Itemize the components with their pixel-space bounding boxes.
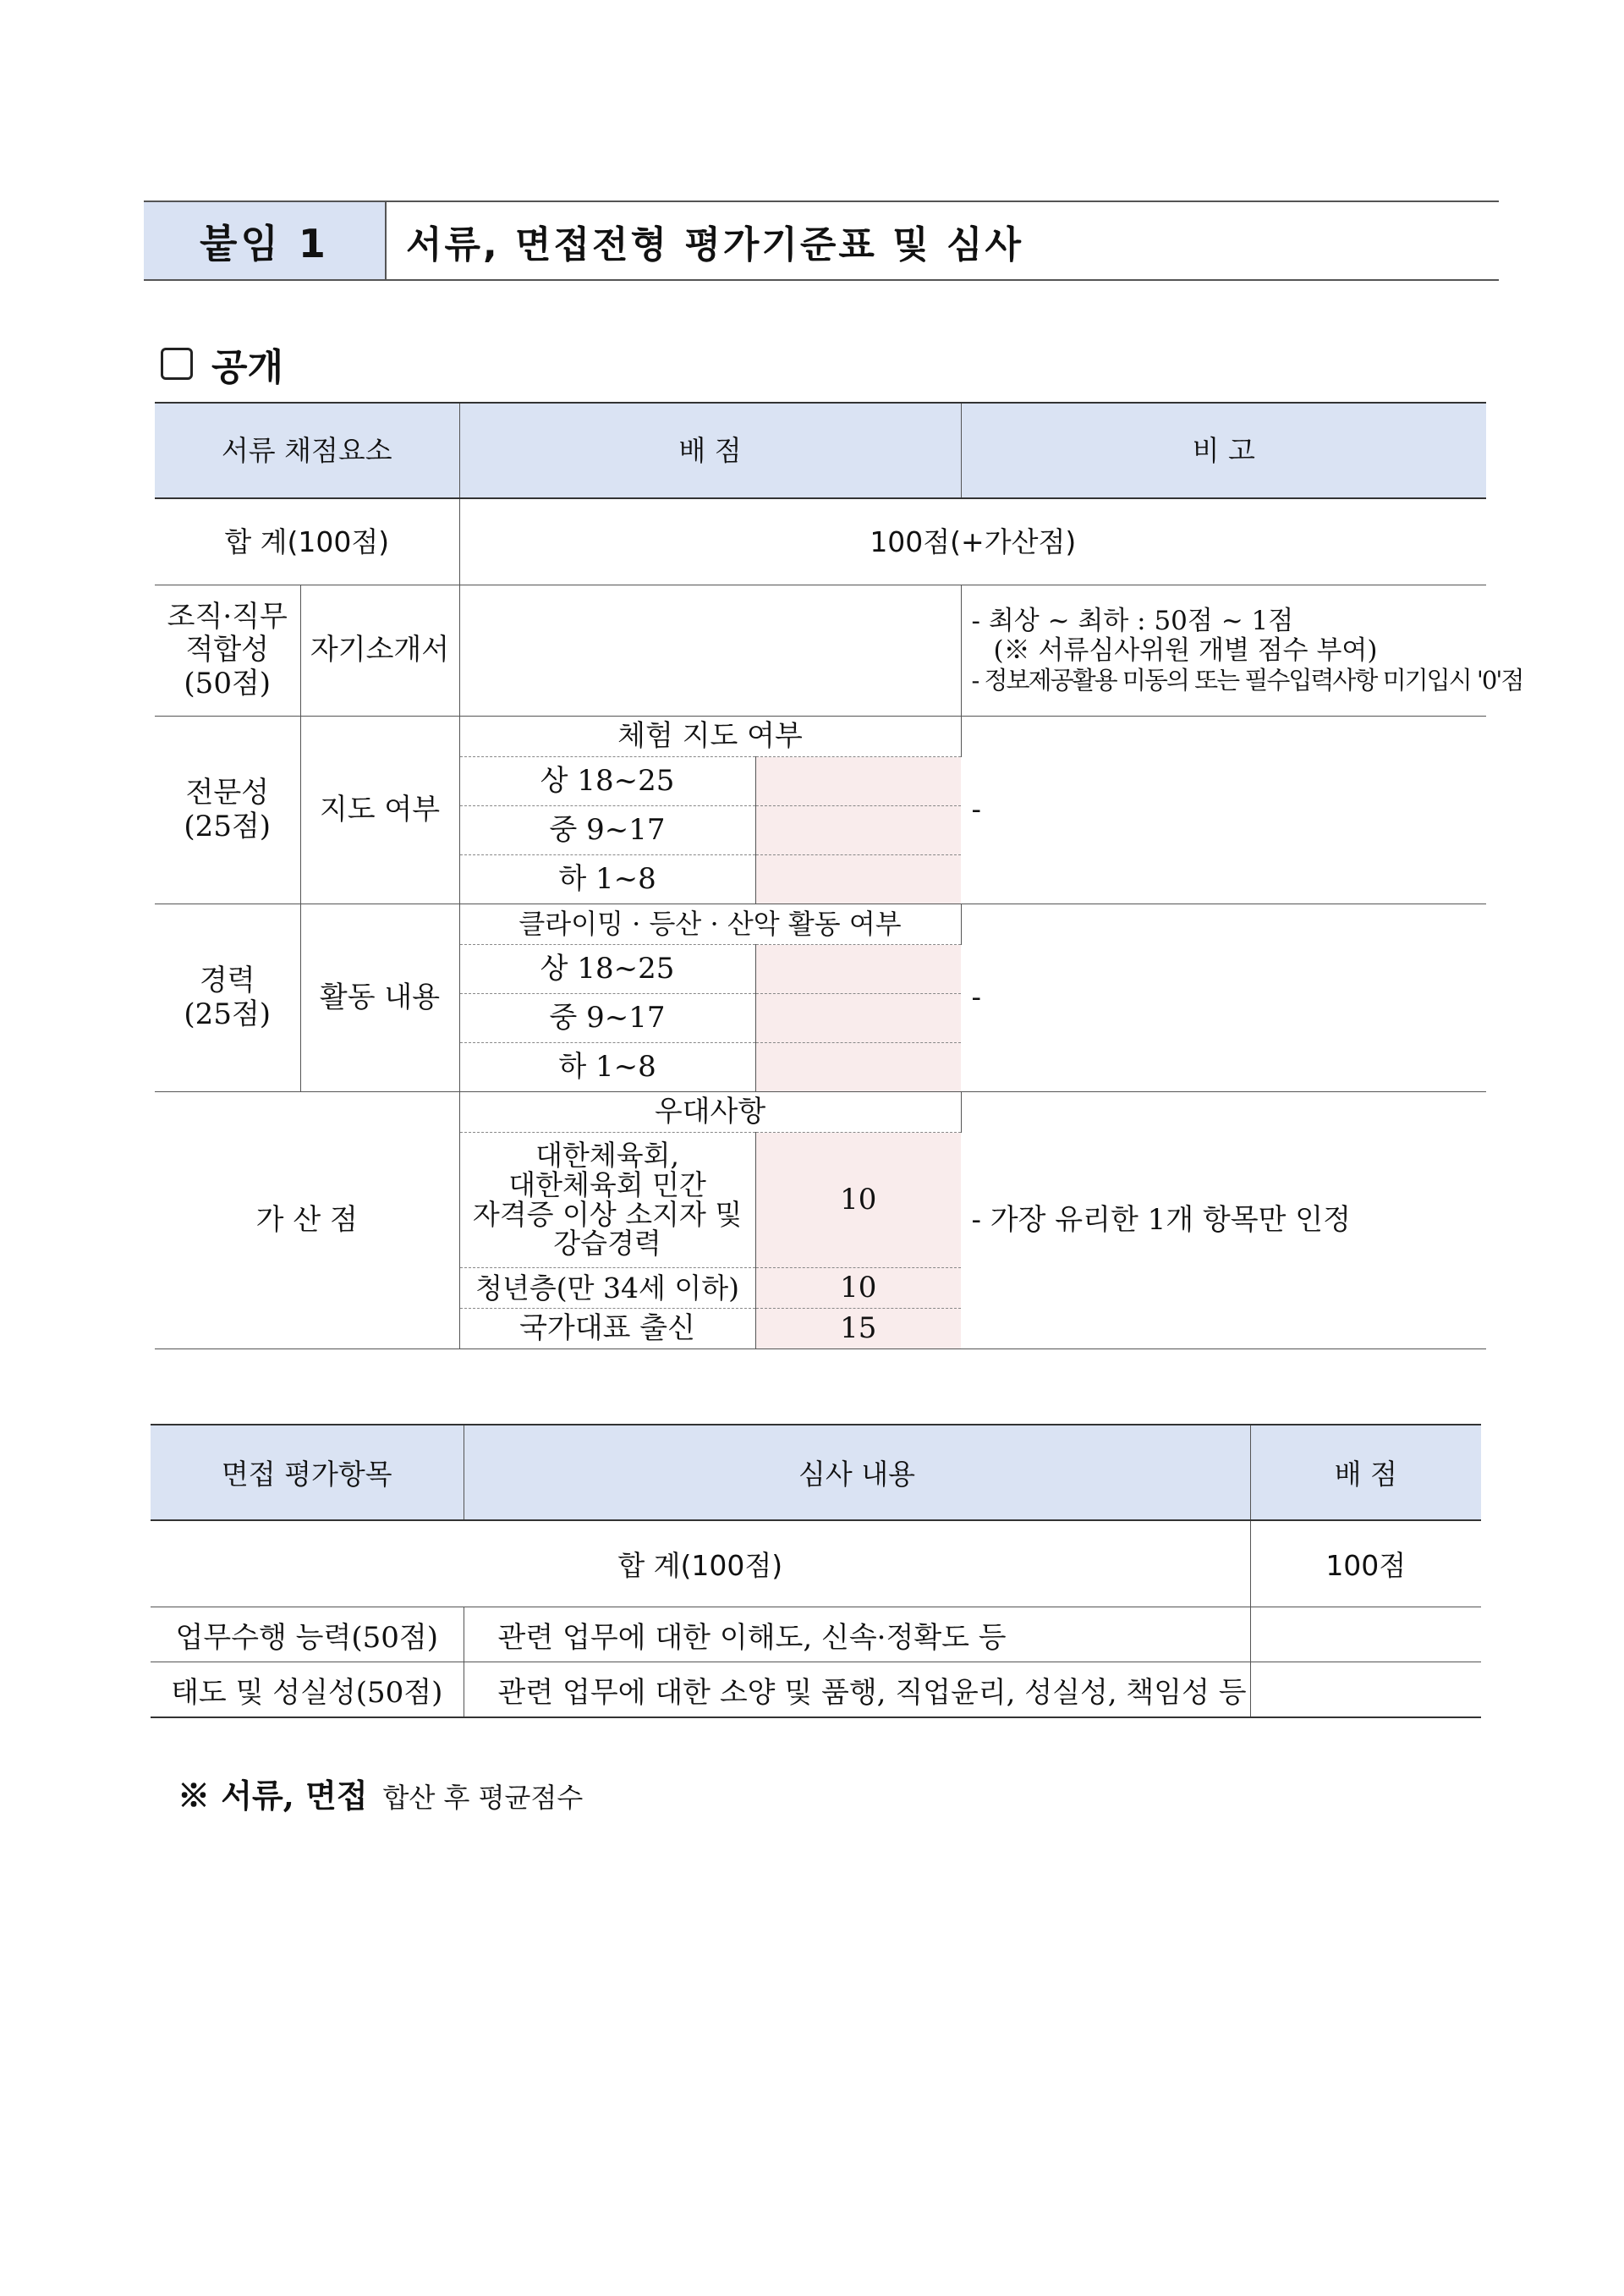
level-cell: 하 1~8: [459, 855, 755, 904]
attachment-label: 붙임 1: [144, 202, 385, 279]
score-cell: [459, 585, 961, 717]
total-label: 합 계(100점): [155, 498, 459, 585]
item-cell: 지도 여부: [300, 717, 459, 904]
level-cell: 하 1~8: [459, 1043, 755, 1092]
level-cell: 상 18~25: [459, 945, 755, 994]
item-cell: 자기소개서: [300, 585, 459, 717]
level-score-cell: [755, 994, 961, 1043]
note-cell: -: [961, 904, 1486, 1092]
bonus-score-cell: 15: [755, 1309, 961, 1349]
total-value: 100점(+가산점): [459, 498, 1486, 585]
item-cell: 업무수행 능력(50점): [151, 1607, 464, 1662]
header-cell: 비 고: [961, 403, 1486, 498]
total-row: [155, 498, 1486, 585]
subheader-cell: 우대사항: [459, 1092, 961, 1133]
table-row: [155, 585, 1486, 717]
bonus-score-cell: 10: [755, 1133, 961, 1268]
footnote-text: 합산 후 평균점수: [382, 1782, 584, 1814]
table-header-row: [151, 1425, 1481, 1520]
level-score-cell: [755, 855, 961, 904]
level-score-cell: [755, 806, 961, 855]
header-cell: 심사 내용: [464, 1425, 1250, 1520]
total-value: 100점: [1250, 1520, 1481, 1607]
table-row: [155, 904, 1486, 945]
score-cell: [1250, 1607, 1481, 1662]
item-cell: 태도 및 성실성(50점): [151, 1662, 464, 1718]
header-cell: 서류 채점요소: [155, 403, 459, 498]
document-criteria-table: [155, 402, 1523, 1349]
footnote-bold: ※ 서류, 면접: [178, 1777, 368, 1815]
level-cell: 중 9~17: [459, 806, 755, 855]
header-cell: 배 점: [459, 403, 961, 498]
category-cell: 전문성 (25점): [155, 717, 300, 904]
section-title: 공개: [211, 346, 284, 389]
total-label: 합 계(100점): [151, 1520, 1250, 1607]
category-cell: 경력 (25점): [155, 904, 300, 1092]
table-header-row: [155, 403, 1486, 498]
header-cell: 배 점: [1250, 1425, 1481, 1520]
note-line: - 정보제공활용 미동의 또는 필수입력사항 미기입시 '0'점: [971, 665, 1523, 695]
subheader-cell: 클라이밍 · 등산 · 산악 활동 여부: [459, 904, 961, 945]
interview-criteria-table: [151, 1424, 1481, 1718]
note-line: - 최상 ~ 최하 : 50점 ~ 1점: [971, 605, 1294, 636]
bonus-item-cell: 청년층(만 34세 이하): [459, 1268, 755, 1309]
bonus-item-cell: 국가대표 출신: [459, 1309, 755, 1349]
score-cell: [1250, 1662, 1481, 1718]
table-row: [151, 1607, 1481, 1662]
subheader-cell: 체험 지도 여부: [459, 717, 961, 757]
content-cell: 관련 업무에 대한 이해도, 신속·정확도 등: [464, 1607, 1250, 1662]
content-cell: 관련 업무에 대한 소양 및 품행, 직업윤리, 성실성, 책임성 등: [464, 1662, 1250, 1718]
header-bottom-rule: [144, 279, 1499, 281]
bonus-score-cell: 10: [755, 1268, 961, 1309]
category-cell: 조직·직무 적합성 (50점): [155, 585, 300, 717]
note-cell: - 가장 유리한 1개 항목만 인정: [961, 1092, 1486, 1349]
bonus-item-cell: 대한체육회, 대한체육회 민간 자격증 이상 소지자 및 강습경력: [459, 1133, 755, 1268]
header-cell: 면접 평가항목: [151, 1425, 464, 1520]
level-cell: 중 9~17: [459, 994, 755, 1043]
level-score-cell: [755, 757, 961, 806]
page-title: 서류, 면접전형 평가기준표 및 심사: [406, 222, 1024, 266]
item-cell: 활동 내용: [300, 904, 459, 1092]
table-row: [155, 1092, 1486, 1133]
level-cell: 상 18~25: [459, 757, 755, 806]
category-cell: 가 산 점: [155, 1092, 459, 1349]
note-line: (※ 서류심사위원 개별 점수 부여): [993, 635, 1378, 667]
note-cell: [961, 585, 1523, 717]
level-score-cell: [755, 1043, 961, 1092]
level-score-cell: [755, 945, 961, 994]
header-divider: [385, 202, 387, 279]
total-row: [151, 1520, 1481, 1607]
note-cell: -: [961, 717, 1486, 904]
section-heading: [161, 337, 283, 391]
footnote: [178, 1770, 583, 1816]
checkbox-icon: [161, 348, 193, 380]
table-row: [155, 717, 1486, 757]
table-row: [151, 1662, 1481, 1718]
